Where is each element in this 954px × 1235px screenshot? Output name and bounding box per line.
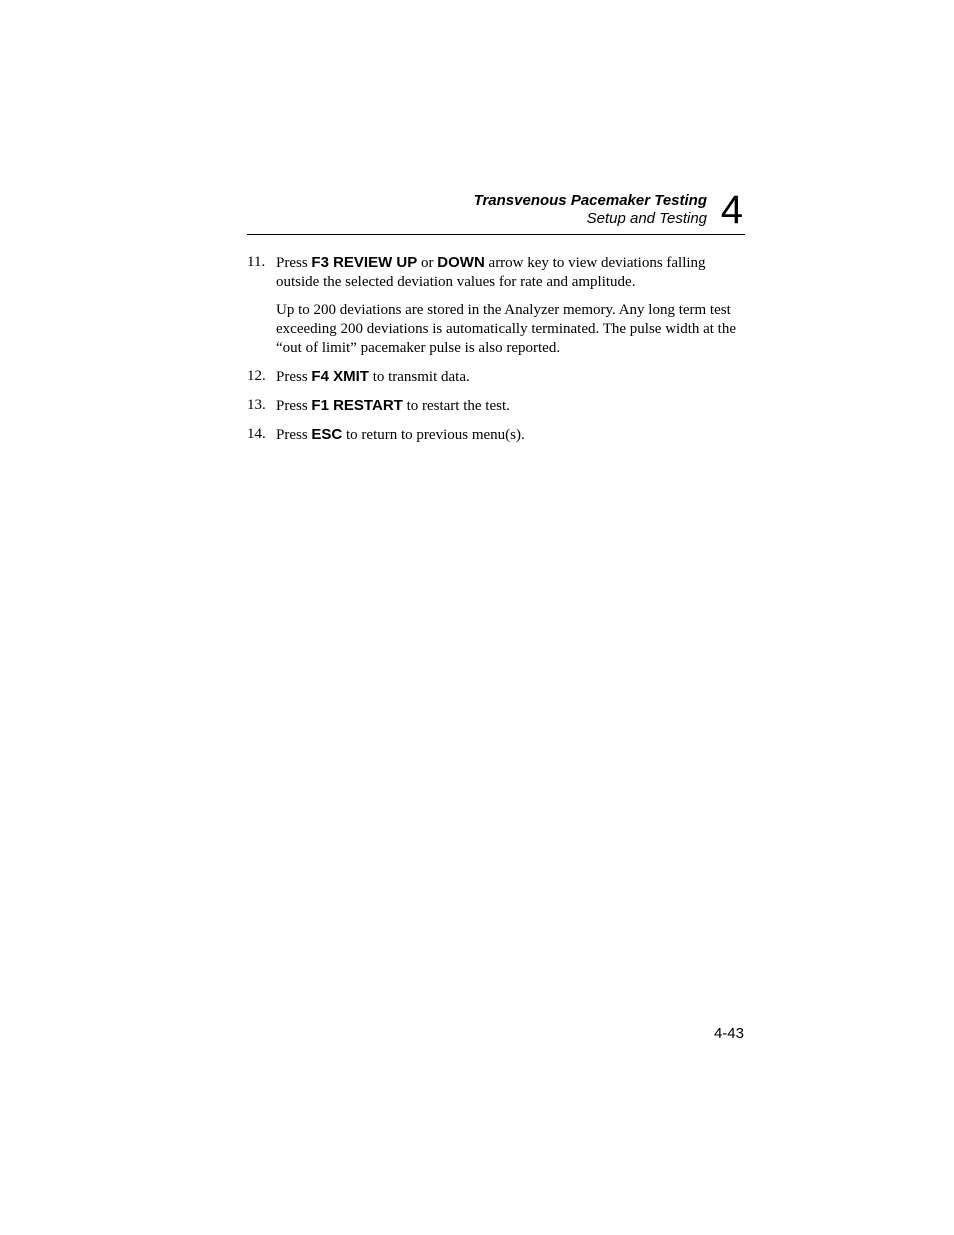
step-11 — [247, 253, 745, 358]
step-text-part: to transmit data. — [368, 369, 470, 385]
page-number: 4-43 — [713, 1025, 744, 1042]
step-14 — [247, 425, 745, 445]
key-label: DOWN — [437, 254, 485, 271]
step-number: 12. — [247, 368, 266, 384]
step-12 — [247, 367, 745, 387]
step-text — [276, 253, 745, 292]
section-title: Setup and Testing — [586, 210, 707, 227]
key-label: F3 REVIEW UP — [311, 254, 418, 271]
step-number: 11. — [247, 254, 266, 270]
procedure-steps — [247, 253, 745, 454]
step-text-part: to return to previous menu(s). — [342, 427, 525, 443]
step-13 — [247, 396, 745, 416]
key-label: F1 RESTART — [311, 397, 403, 414]
step-text-part: Press — [276, 427, 312, 443]
chapter-title: Transvenous Pacemaker Testing — [473, 192, 707, 209]
step-text — [276, 367, 745, 387]
step-number: 13. — [247, 397, 266, 413]
step-text-part: Press — [276, 255, 312, 271]
step-text-part: Press — [276, 369, 312, 385]
step-text-part: or — [417, 255, 438, 271]
step-note: Up to 200 deviations are stored in the Analyzer memory. Any long term test exceeding 200 deviations is automatically terminated. The pulse width at the “out of limit” pacemaker pulse is also reported. — [276, 302, 737, 356]
step-number: 14. — [247, 426, 266, 442]
chapter-number: 4 — [720, 188, 743, 232]
step-text-part: arrow key to view deviations falling outside the selected deviation values for rate and amplitude. — [276, 255, 706, 290]
step-text — [276, 425, 745, 445]
key-label: ESC — [311, 426, 343, 443]
step-text — [276, 396, 745, 416]
running-header — [247, 190, 745, 235]
header-titles — [474, 192, 707, 228]
step-text-part: to restart the test. — [402, 398, 510, 414]
step-text-part: Press — [276, 398, 312, 414]
key-label: F4 XMIT — [311, 368, 369, 385]
